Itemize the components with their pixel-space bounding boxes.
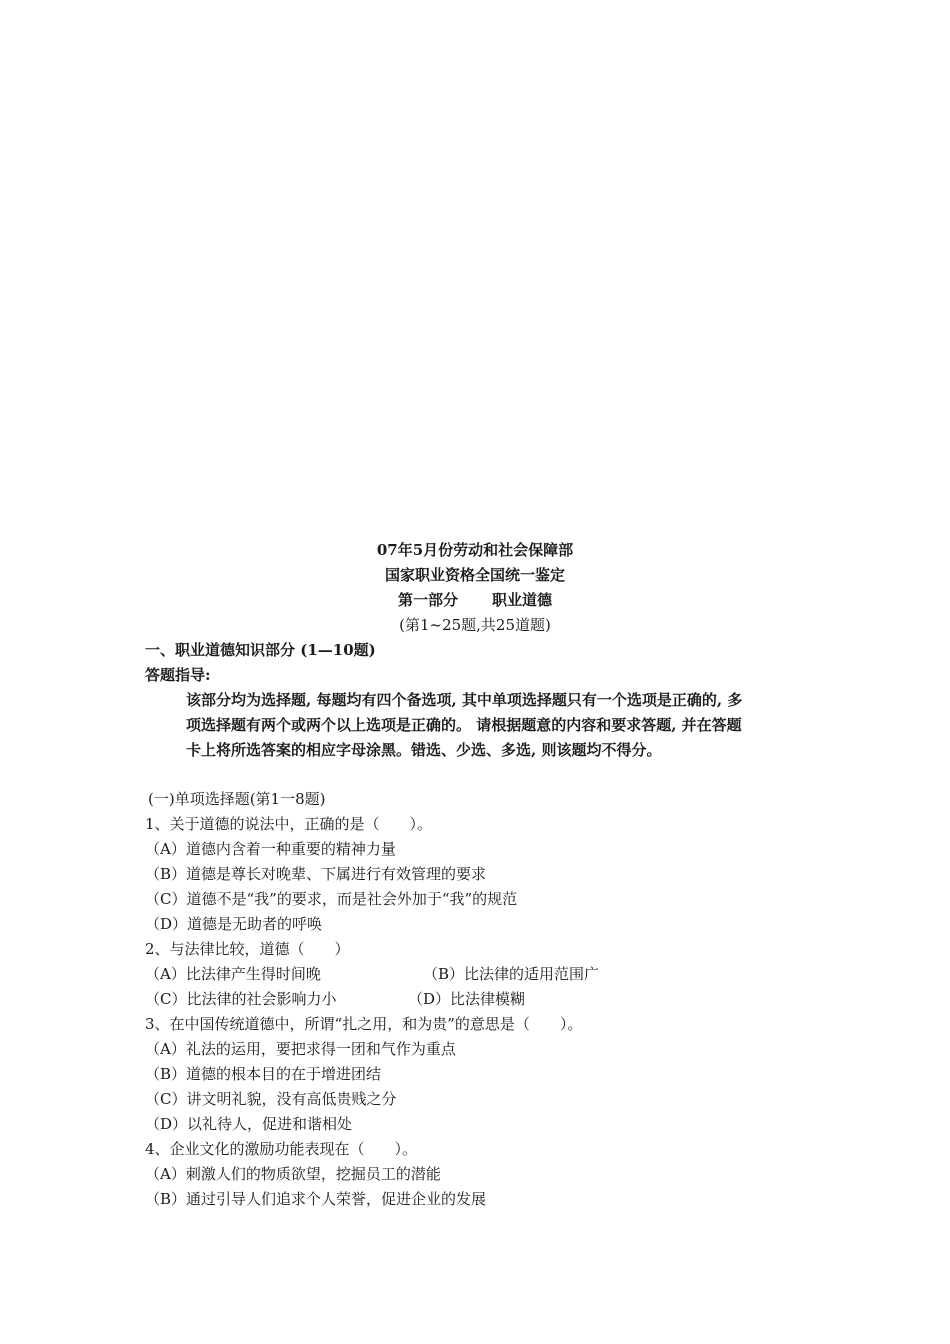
question-2-option-c: （C）比法律的社会影响力小 — [145, 990, 337, 1008]
part-name: 职业道德 — [492, 591, 553, 609]
part-label: 第一部分 — [397, 591, 458, 609]
guide-text-line3: 卡上将所选答案的相应字母涂黑。错选、少选、多选, 则该题均不得分。 — [186, 741, 662, 759]
question-2-option-d: （D）比法律模糊 — [408, 990, 526, 1008]
question-3-stem: 3、在中国传统道德中，所谓“扎之用，和为贵”的意思是（ ）。 — [145, 1015, 583, 1033]
question-2-option-b: （B）比法律的适用范围广 — [423, 965, 600, 983]
question-4-stem: 4、企业文化的激励功能表现在（ ）。 — [145, 1140, 418, 1158]
question-1-option-b: （B）道德是尊长对晚辈、下属进行有效管理的要求 — [145, 865, 487, 883]
question-1-option-a: （A）道德内含着一种重要的精神力量 — [145, 840, 396, 858]
question-4-option-b: （B）通过引导人们追求个人荣誉，促进企业的发展 — [145, 1190, 487, 1208]
doc-title-line1: 07年5月份劳动和社会保障部 — [376, 541, 574, 559]
question-1-option-c: （C）道德不是“我”的要求，而是社会外加于“我”的规范 — [145, 890, 518, 908]
guide-text-line1: 该部分均为选择题, 每题均有四个备选项, 其中单项选择题只有一个选项是正确的, 多 — [186, 691, 743, 709]
question-3-option-c: （C）讲文明礼貌，没有高低贵贱之分 — [145, 1090, 397, 1108]
doc-title-line2: 国家职业资格全国统一鉴定 — [384, 566, 565, 584]
question-3-option-b: （B）道德的根本目的在于增进团结 — [145, 1065, 382, 1083]
question-2-option-a: （A）比法律产生得时间晚 — [145, 965, 321, 983]
question-4-option-a: （A）刺激人们的物质欲望，挖掘员工的潜能 — [145, 1165, 441, 1183]
question-1-stem: 1、关于道德的说法中，正确的是（ ）。 — [145, 815, 433, 833]
question-range: (第1~25题,共25道题) — [399, 616, 551, 634]
question-3-option-a: （A）礼法的运用，要把求得一团和气作为重点 — [145, 1040, 456, 1058]
section-heading: 一、职业道德知识部分 (1—10题) — [145, 641, 376, 659]
guide-text-line2: 项选择题有两个或两个以上选项是正确的。 请根据题意的内容和要求答题, 并在答题 — [186, 716, 742, 734]
subsection-heading: (一)单项选择题(第1一8题) — [148, 790, 326, 808]
question-2-stem: 2、与法律比较，道德（ ） — [145, 940, 350, 958]
part-heading — [0, 590, 950, 610]
guide-label: 答题指导: — [145, 666, 211, 684]
question-3-option-d: （D）以礼待人，促进和谐相处 — [145, 1115, 353, 1133]
question-1-option-d: （D）道德是无助者的呼唤 — [145, 915, 323, 933]
